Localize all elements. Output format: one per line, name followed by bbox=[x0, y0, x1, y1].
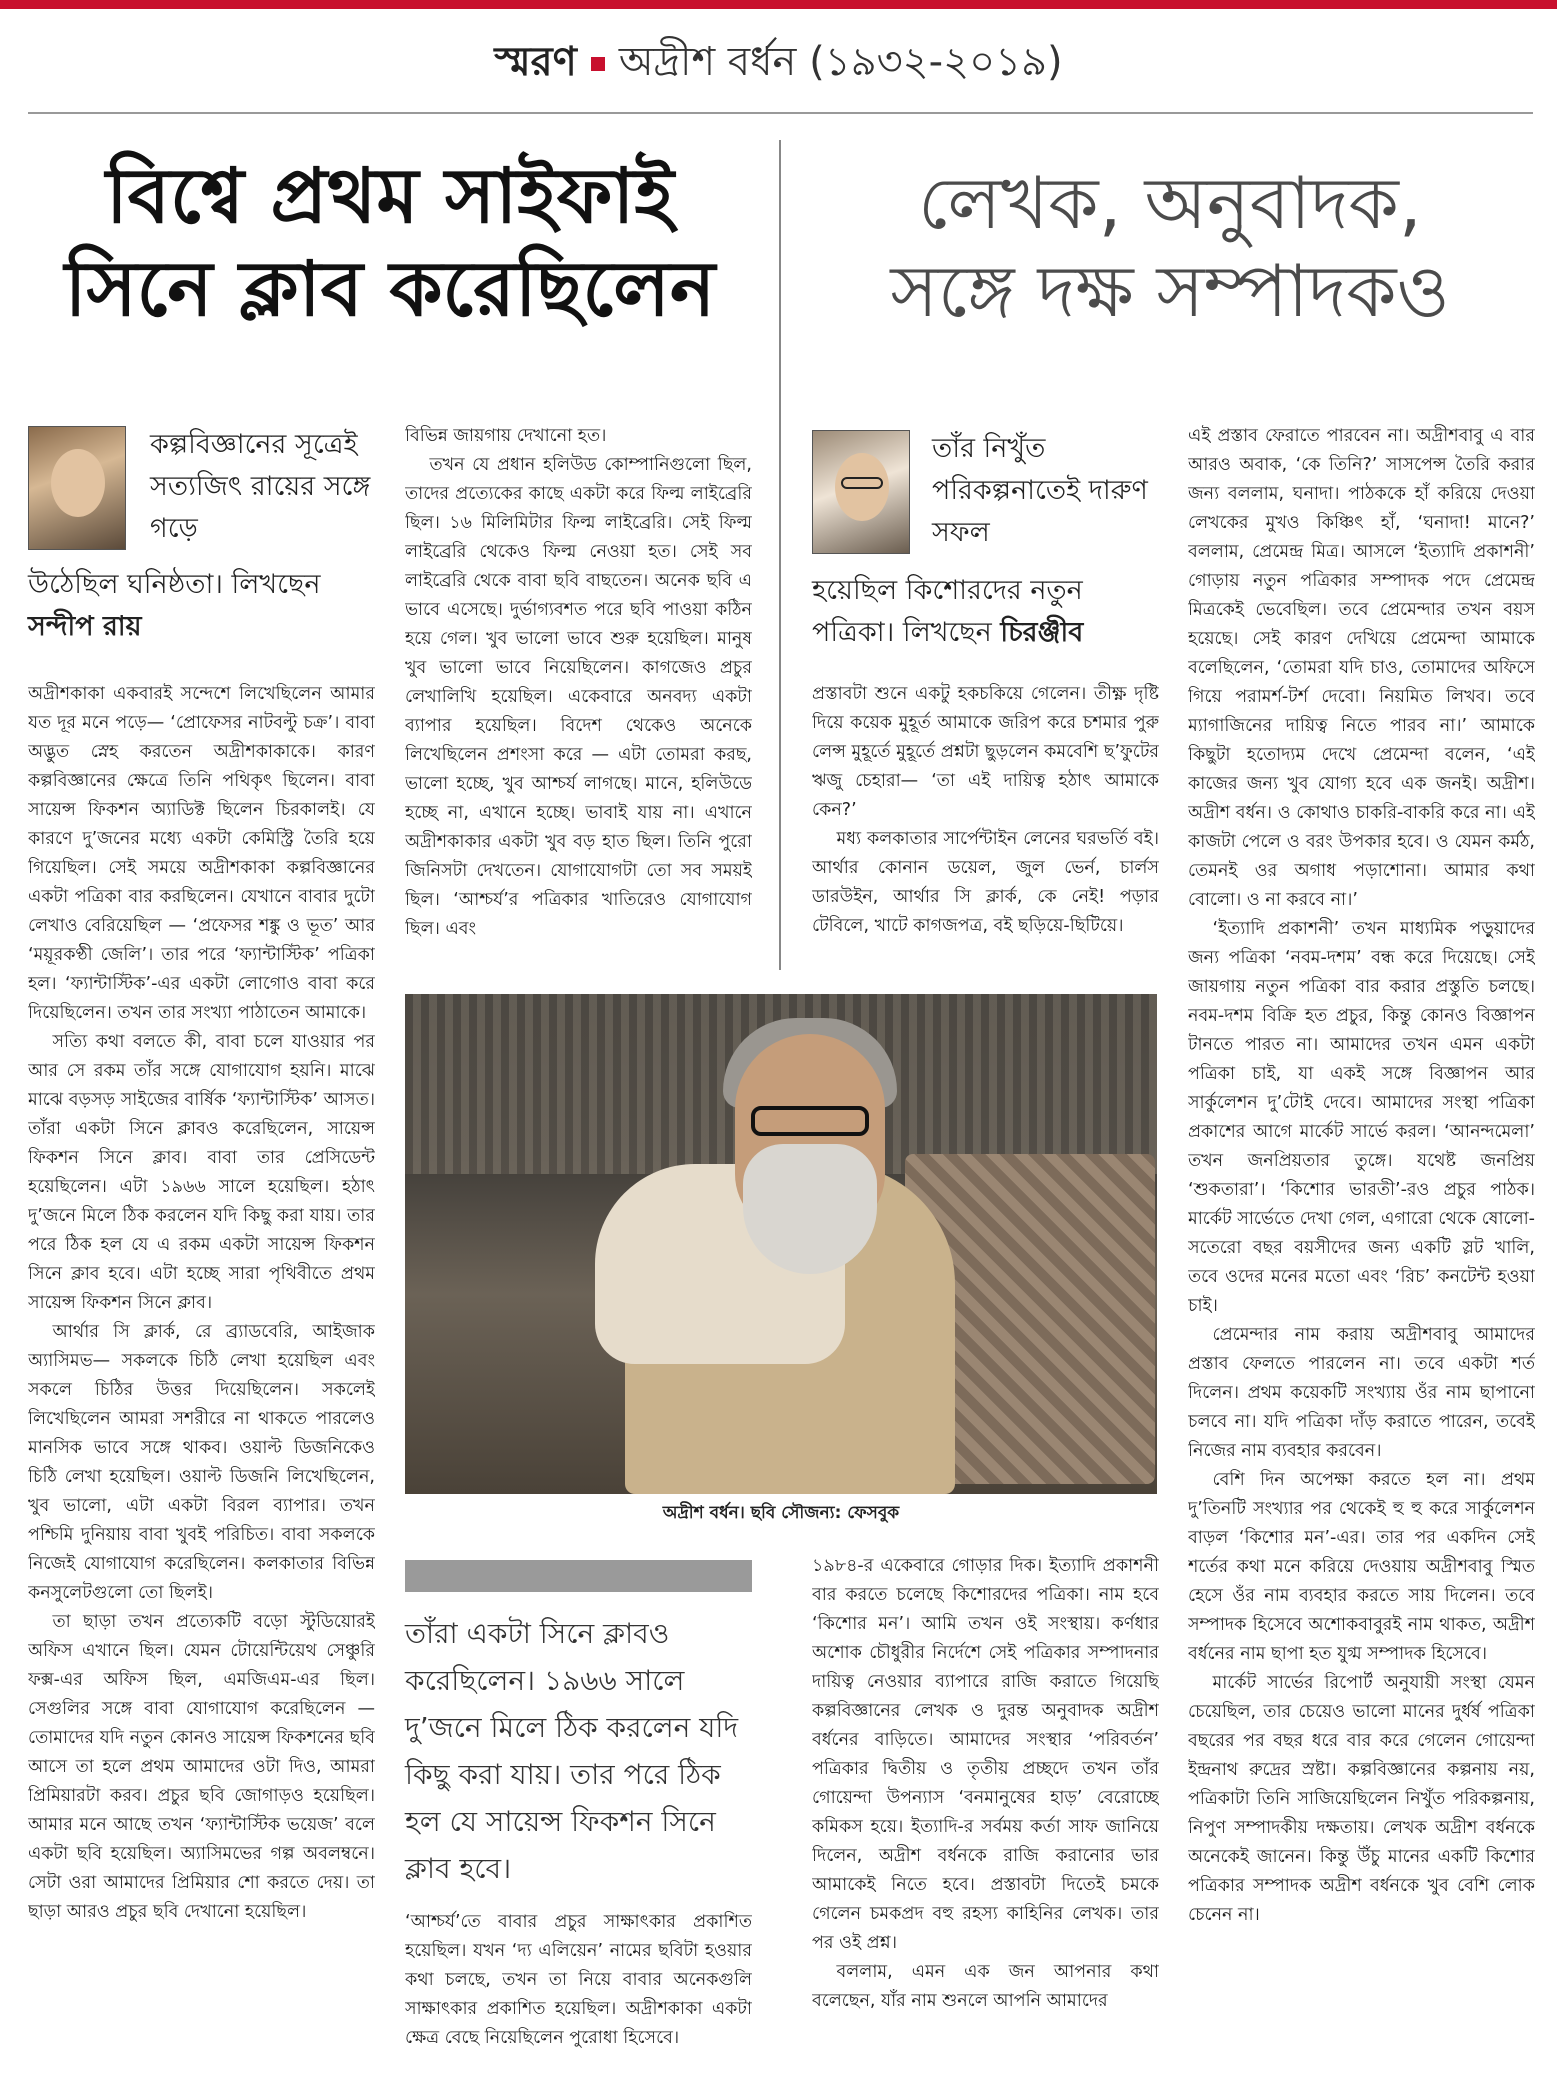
paragraph: অদ্রীশকাকা একবারই সন্দেশে লিখেছিলেন আমার যত দূর মনে পড়ে— ‘প্রোফেসর নাটবল্টু চক্র’। বাবা অদ্ভুত স্নেহ করতেন অদ্রীশকাকাকে। কারণ কল্পবিজ্ঞানের ক্ষেত্রে তিনি পথিকৃৎ ছিলেন। বাবা সায়েন্স ফিকশন অ্যাডিক্ট ছিলেন চিরকালই। যে কারণে দু’জনের মধ্যে একটা কেমিস্ট্রি তৈরি হয়ে গিয়েছিল। সেই সময়ে অদ্রীশকাকা কল্পবিজ্ঞানের একটা পত্রিকা বার করছিলেন। যেখানে বাবার দুটো লেখাও বেরিয়েছিল — ‘প্রফেসর শঙ্কু ও ভূত’ আর ‘ময়ূরকণ্ঠী জেলি’। তার পরে ‘ফ্যান্টাস্টিক’ পত্রিকা হল। ‘ফ্যান্টাস্টিক’-এর একটা লোগোও বাবা করে দিয়েছিলেন। তখন তার সংখ্যা পাঠাতেন আমাকে। bbox=[28, 684, 375, 1023]
portrait-glasses-icon bbox=[841, 477, 883, 489]
intro-right-text: হয়েছিল কিশোরদের নতুন পত্রিকা। লিখছেন bbox=[812, 575, 1083, 648]
headline-right bbox=[800, 160, 1540, 336]
article-left-col1 bbox=[28, 680, 375, 2080]
masthead-kicker: স্মরণ bbox=[494, 39, 577, 85]
photo-glasses-icon bbox=[751, 1106, 869, 1136]
paragraph: ‘আশ্চর্য’তে বাবার প্রচুর সাক্ষাৎকার প্রকাশিত হয়েছিল। যখন ‘দ্য এলিয়েন’ নামের ছবিটা হওয়ার কথা চলছে, তখন তা নিয়ে বাবার অনেকগুলি সাক্ষাৎকার প্রকাশিত হয়েছিল। অদ্রীশকাকা একটা ক্ষেত্র বেছে নিয়েছিলেন পুরোধা হিসেবে। bbox=[405, 1912, 752, 2048]
headline-right-line2: সঙ্গে দক্ষ সম্পাদকও bbox=[890, 248, 1450, 333]
article-left-col2-top bbox=[405, 422, 752, 972]
headline-right-line1: লেখক, অনুবাদক, bbox=[918, 161, 1422, 245]
intro-left-bottom bbox=[28, 564, 388, 648]
pull-quote-bar bbox=[405, 1560, 752, 1592]
article-left-col2-bottom bbox=[405, 1908, 752, 2088]
masthead bbox=[0, 30, 1557, 97]
article-right-col1-bottom bbox=[812, 1552, 1159, 2087]
paragraph: মধ্য কলকাতার সার্পেন্টাইন লেনের ঘরভর্তি বই। আর্থার কোনান ডয়েল, জুল ভের্ন, চার্লস ডারউইন, আর্থার সি ক্লার্ক, কে নেই! পড়ার টেবিলে, খাটে কাগজপত্র, বই ছড়িয়ে-ছিটিয়ে। bbox=[812, 829, 1159, 936]
author-portrait-left bbox=[28, 426, 126, 550]
headline-left-line2: সিনে ক্লাব করেছিলেন bbox=[64, 243, 716, 333]
photo-caption: অদ্রীশ বর্ধন। ছবি সৌজন্য: ফেসবুক bbox=[662, 1503, 900, 1523]
paragraph: আর্থার সি ক্লার্ক, রে ব্র্যাডবেরি, আইজাক অ্যাসিমভ— সকলকে চিঠি লেখা হয়েছিল এবং সকলে চিঠির উত্তর দিয়েছিলেন। সকলেই লিখেছিলেন আমরা সশরীরে না থাকতে পারলেও মানসিক ভাবে সঙ্গে থাকব। ওয়াল্ট ডিজনিকেও চিঠি লেখা হয়েছিল। ওয়াল্ট ডিজনি লিখেছিলেন, খুব ভালো, এটা একটা বিরল ব্যাপার। তখন পশ্চিমি দুনিয়ায় বাবা খুবই পরিচিত। বাবা সকলকে নিজেই যোগাযোগ করেছিলেন। কলকাতার বিভিন্ন কনসুলেটগুলো তো ছিলই। bbox=[28, 1322, 375, 1603]
byline-right: চিরঞ্জীব bbox=[1000, 617, 1084, 648]
article-right-col2 bbox=[1188, 422, 1535, 2087]
masthead-separator-icon bbox=[591, 57, 605, 71]
author-portrait-right bbox=[812, 430, 910, 554]
paragraph: তা ছাড়া তখন প্রত্যেকটি বড়ো স্টুডিয়োরই অফিস এখানে ছিল। যেমন টোয়েন্টিয়েথ সেঞ্চুরি ফক্স-এর অফিস ছিল, এমজিএম-এর ছিল। সেগুলির সঙ্গে বাবা যোগাযোগ করেছিলেন — তোমাদের যদি নতুন কোনও সায়েন্স ফিকশনের ছবি আসে তা হলে প্রথম আমাদের ওটা দিও, আমরা প্রিমিয়ারটা করব। প্রচুর ছবি জোগাড়ও হয়েছিল। আমার মনে আছে তখন ‘ফ্যান্টাস্টিক ভয়েজ’ বলে একটা ছবি হয়েছিল। অ্যাসিমভের গল্প অবলম্বনে। সেটা ওরা আমাদের প্রিমিয়ার শো করতে দেয়। তা ছাড়া আরও প্রচুর ছবি দেখানো হয়েছিল। bbox=[28, 1612, 375, 1922]
top-accent-bar bbox=[0, 0, 1557, 9]
paragraph: বিভিন্ন জায়গায় দেখানো হত। bbox=[405, 426, 607, 446]
paragraph: সত্যি কথা বলতে কী, বাবা চলে যাওয়ার পর আর সে রকম তাঁর সঙ্গে যোগাযোগ হয়নি। মাঝে মাঝে বড়সড় সাইজের বার্ষিক ‘ফ্যান্টাস্টিক’ আসত। তাঁরা একটা সিনে ক্লাবও করেছিলেন, সায়েন্স ফিকশন সিনে ক্লাব। বাবা তার প্রেসিডেন্ট হয়েছিলেন। এটা ১৯৬৬ সালে হয়েছিল। হঠাৎ দু’জনে মিলে ঠিক করলেন যদি কিছু করা যায়। তার পরে ঠিক হল যে এ রকম একটা সায়েন্স ফিকশন সিনে ক্লাব হবে। এটা হচ্ছে সারা পৃথিবীতে প্রথম সায়েন্স ফিকশন সিনে ক্লাব। bbox=[28, 1032, 375, 1313]
portrait-face-icon bbox=[51, 449, 105, 517]
paragraph: তখন যে প্রধান হলিউড কোম্পানিগুলো ছিল, তাদের প্রত্যেকের কাছে একটা করে ফিল্ম লাইব্রেরি ছিল। ১৬ মিলিমিটার ফিল্ম লাইব্রেরি। সেই ফিল্ম লাইব্রেরি থেকেও ফিল্ম নেওয়া হত। সেই সব লাইব্রেরি থেকে বাবা ছবি বাছতেন। অনেক ছবি এ ভাবে এসেছে। দুর্ভাগ্যবশত পরে ছবি পাওয়া কঠিন হয়ে গেল। খুব ভালো ভাবে শুরু হয়েছিল। মানুষ খুব ভালো ভাবে নিয়েছিলেন। কাগজেও প্রচুর লেখালিখি হয়েছিল। একেবারে অনবদ্য একটা ব্যাপার হয়েছিল। বিদেশ থেকেও অনেকে লিখেছিলেন প্রশংসা করে — এটা তোমরা করছ, ভালো হচ্ছে, খুব আশ্চর্য লাগছে। মানে, হলিউডে হচ্ছে না, এখানে হচ্ছে। ভাবাই যায় না। এখানে অদ্রীশকাকার একটা খুব বড় হাত ছিল। তিনি পুরো জিনিসটা দেখতেন। যোগাযোগটা তো সব সময়ই ছিল। ‘আশ্চর্য’র পত্রিকার খাতিরেও যোগাযোগ ছিল। এবং bbox=[405, 455, 752, 939]
paragraph: ১৯৮৪-র একেবারে গোড়ার দিক। ইত্যাদি প্রকাশনী বার করতে চলেছে কিশোরদের পত্রিকা। নাম হবে ‘কিশোর মন’। আমি তখন ওই সংস্থায়। কর্ণধার অশোক চৌধুরীর নির্দেশে সেই পত্রিকার সম্পাদনার দায়িত্ব নেওয়ার ব্যাপারে রাজি করাতে গিয়েছি কল্পবিজ্ঞানের লেখক ও দুরন্ত অনুবাদক অদ্রীশ বর্ধনের বাড়িতে। আমাদের সংস্থার ‘পরিবর্তন’ পত্রিকার দ্বিতীয় ও তৃতীয় প্রচ্ছদে তখন তাঁর গোয়েন্দা উপন্যাস ‘বনমানুষের হাড়’ বেরোচ্ছে কমিকস হয়ে। ইত্যাদি-র সর্বময় কর্তা সাফ জানিয়ে দিলেন, অদ্রীশ বর্ধনকে রাজি করানোর ভার আমাকেই নিতে হবে। প্রস্তাবটা দিতেই চমকে গেলেন চমকপ্রদ বহু রহস্য কাহিনির লেখক। তার পর ওই প্রশ্ন। bbox=[812, 1556, 1159, 1953]
byline-left: সন্দীপ রায় bbox=[28, 611, 142, 642]
paragraph: এই প্রস্তাব ফেরাতে পারবেন না। অদ্রীশবাবু এ বার আরও অবাক, ‘কে তিনি?’ সাসপেন্স তৈরি করার জন্য বললাম, ঘনাদা। পাঠককে হাঁ করিয়ে দেওয়া লেখকের মুখও কিঞ্চিৎ হাঁ, ‘ঘনাদা! মানে?’ বললাম, প্রেমেন্দ্র মিত্র। আসলে ‘ইত্যাদি প্রকাশনী’ গোড়ায় নতুন পত্রিকার সম্পাদক পদে প্রেমেন্দ্র মিত্রকেই ভেবেছিল। তবে প্রেমেন্দার তখন বয়স হয়েছে। সেই কারণ দেখিয়ে প্রেমেন্দা আমাকে বলেছিলেন, ‘তোমরা যদি চাও, তোমাদের অফিসে গিয়ে পরামর্শ-টর্শ দেবো। নিয়মিত লিখব। তবে ম্যাগাজিনের দায়িত্ব নিতে পারব না।’ আমাকে কিছুটা হতোদ্যম দেখে প্রেমেন্দা বলেন, ‘এই কাজের জন্য খুব যোগ্য হবে এক জনই। অদ্রীশ। অদ্রীশ বর্ধন। ও কোথাও চাকরি-বাকরি করে না। এই কাজটা পেলে ও বরং উপকার হবে। ও যেমন কর্মঠ, তেমনই ওর অগাধ পড়াশোনা। আমার কথা বোলো। ও না করবে না।’ bbox=[1188, 426, 1535, 910]
column-divider bbox=[779, 140, 781, 970]
paragraph: ‘ইত্যাদি প্রকাশনী’ তখন মাধ্যমিক পড়ুয়াদের জন্য পত্রিকা ‘নবম-দশম’ বন্ধ করে দিয়েছে। সেই জায়গায় নতুন পত্রিকা বার করার প্রস্তুতি চলছে। নবম-দশম বিক্রি হত প্রচুর, কিন্তু কোনও বিজ্ঞাপন টানতে পারত না। আমাদের তখন এমন একটা পত্রিকা চাই, যা একই সঙ্গে বিজ্ঞাপন আর সার্কুলেশন দু’টোই দেবে। আমাদের সংস্থা পত্রিকা প্রকাশের আগে মার্কেট সার্ভে করল। ‘আনন্দমেলা’ তখন জনপ্রিয়তার তুঙ্গে। যথেষ্ট জনপ্রিয় ‘শুকতারা’। ‘কিশোর ভারতী’-রও প্রচুর পাঠক। মার্কেট সার্ভেতে দেখা গেল, এগারো থেকে ষোলো-সতেরো বছর বয়সীদের জন্য একটি স্লট খালি, তবে ওদের মনের মতো এবং ‘রিচ’ কনটেন্ট হওয়া চাই। bbox=[1188, 919, 1535, 1316]
headline-left bbox=[20, 150, 760, 335]
photo-beard bbox=[743, 1144, 877, 1274]
headline-left-line1: বিশ্বে প্রথম সাইফাই bbox=[106, 151, 674, 240]
pull-quote: তাঁরা একটা সিনে ক্লাবও করেছিলেন। ১৯৬৬ সালে দু’জনে মিলে ঠিক করলেন যদি কিছু করা যায়। তার পরে ঠিক হল যে সায়েন্স ফিকশন সিনে ক্লাব হবে। bbox=[405, 1617, 739, 1885]
paragraph: প্রস্তাবটা শুনে একটু হকচকিয়ে গেলেন। তীক্ষ্ণ দৃষ্টি দিয়ে কয়েক মুহূর্ত আমাকে জরিপ করে চশমার পুরু লেন্স মুহূর্তে মুহূর্তে প্রশ্নটা ছুড়লেন কমবেশি ছ’ফুটের ঋজু চেহারা— ‘তা এই দায়িত্ব হঠাৎ আমাকে কেন?’ bbox=[812, 684, 1159, 820]
paragraph: প্রেমেন্দার নাম করায় অদ্রীশবাবু আমাদের প্রস্তাব ফেলতে পারলেন না। তবে একটা শর্ত দিলেন। প্রথম কয়েকটি সংখ্যায় ওঁর নাম ছাপানো চলবে না। যদি পত্রিকা দাঁড় করাতে পারেন, তবেই নিজের নাম ব্যবহার করবেন। bbox=[1188, 1325, 1535, 1461]
intro-right-top: তাঁর নিখুঁত পরিকল্পনাতেই দারুণ সফল bbox=[932, 433, 1148, 548]
intro-left-top: কল্পবিজ্ঞানের সূত্রেই সত্যজিৎ রায়ের সঙ্গে গড়ে bbox=[150, 429, 371, 544]
intro-left-text: উঠেছিল ঘনিষ্ঠতা। লিখছেন bbox=[28, 569, 321, 600]
masthead-title: অদ্রীশ বর্ধন (১৯৩২-২০১৯) bbox=[618, 39, 1063, 85]
paragraph: মার্কেট সার্ভের রিপোর্ট অনুযায়ী সংস্থা যেমন চেয়েছিল, তার চেয়েও ভালো মানের দুর্ধর্ষ পত্রিকা বছরের পর বছর ধরে বার করে গেলেন গোয়েন্দা ইন্দ্রনাথ রুদ্রের স্রষ্টা। কল্পবিজ্ঞানের কল্পনায় নয়, পত্রিকাটা তিনি সাজিয়েছিলেন নিখুঁত পরিকল্পনায়, নিপুণ সম্পাদকীয় দক্ষতায়। লেখক অদ্রীশ বর্ধনকে অনেকেই জানেন। কিন্তু উঁচু মানের একটি কিশোর পত্রিকার সম্পাদক অদ্রীশ বর্ধনকে খুব বেশি লোক চেনেন না। bbox=[1188, 1673, 1535, 1925]
paragraph: বেশি দিন অপেক্ষা করতে হল না। প্রথম দু’তিনটি সংখ্যার পর থেকেই হু হু করে সার্কুলেশন বাড়ল ‘কিশোর মন’-এর। তার পর একদিন সেই শর্তের কথা মনে করিয়ে দেওয়ায় অদ্রীশবাবু স্মিত হেসে ওঁর নাম ব্যবহার করতে সায় দিলেন। তবে সম্পাদক হিসেবে অশোকবাবুরই নাম থাকত, অদ্রীশ বর্ধনের নাম ছাপা হত যুগ্ম সম্পাদক হিসেবে। bbox=[1188, 1470, 1535, 1664]
article-right-col1-top bbox=[812, 680, 1159, 975]
main-photo bbox=[405, 994, 1157, 1494]
paragraph: বললাম, এমন এক জন আপনার কথা বলেছেন, যাঁর নাম শুনলে আপনি আমাদের bbox=[812, 1962, 1159, 2011]
intro-right-bottom bbox=[812, 570, 1172, 654]
masthead-rule bbox=[28, 112, 1533, 114]
